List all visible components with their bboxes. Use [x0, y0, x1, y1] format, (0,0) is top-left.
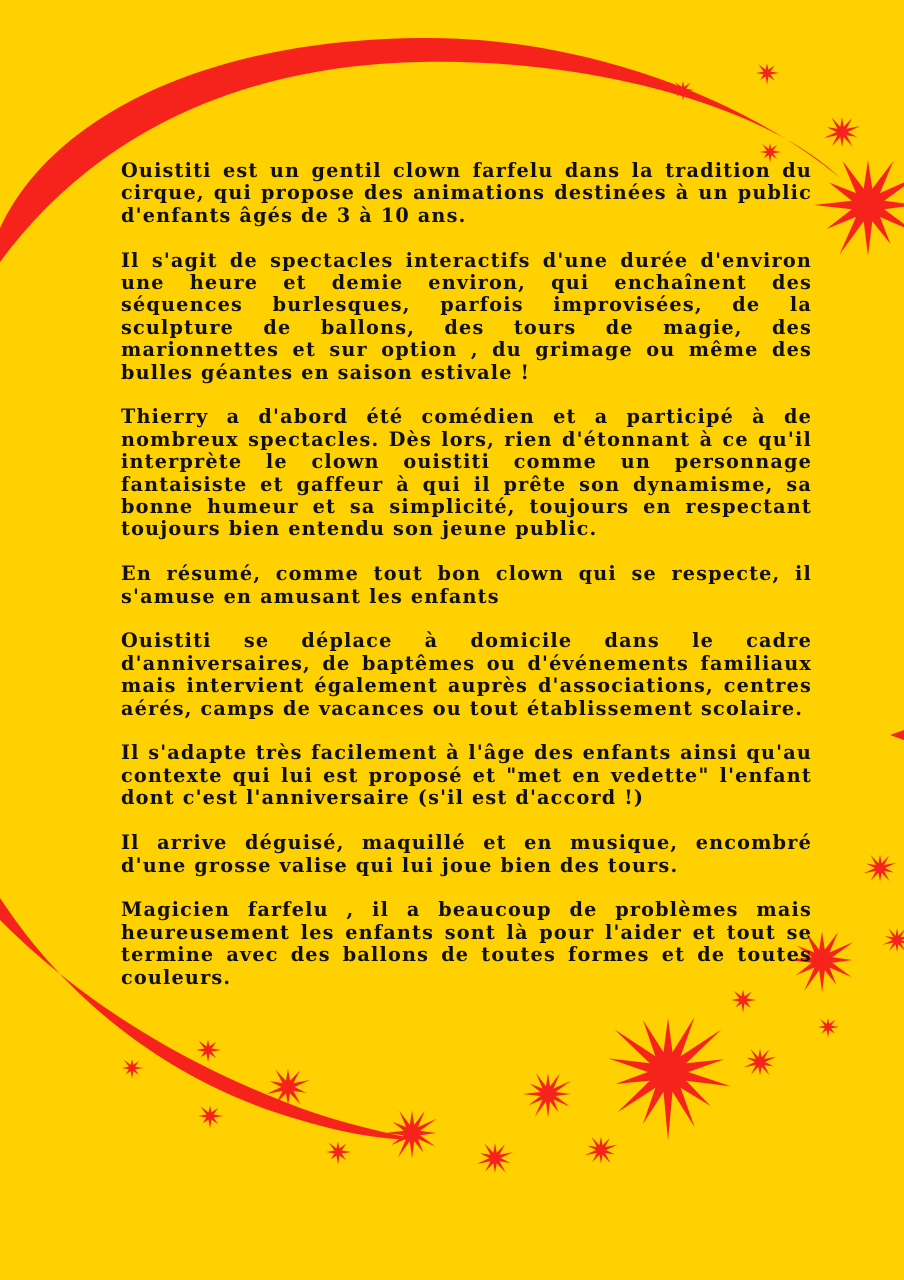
starburst-icon [814, 160, 904, 256]
starburst-icon [198, 1106, 223, 1129]
starburst-icon [864, 855, 897, 882]
paragraph-thierry: Thierry a d'abord été comédien et a participé à de nombreux spectacles. Dès lors, rien d'étonnant à ce qu'il interprète le clown ouistiti comme un personnage fantaisiste et gaffeur à qui il prête son dynamisme, sa bonne humeur et sa simplicité, toujours en respectant toujours bien entendu son jeune public. [121, 405, 812, 541]
paragraph-arrive: Il arrive déguisé, maquillé et en musique, encombré d'une grosse valise qui lui joue bien des tours. [121, 831, 812, 877]
starburst-icon [326, 1142, 351, 1165]
starburst-icon [744, 1049, 777, 1076]
starburst-icon [196, 1040, 221, 1063]
paragraph-spectacles: Il s'agit de spectacles interactifs d'une durée d'environ une heure et demie environ, qui enchaînent des séquences burlesques, parfois improvisées, de la sculpture de ballons, des tours de magie, des marionnettes et sur option , du grimage ou même des bulles géantes en saison estivale ! [121, 248, 812, 384]
paragraph-magicien: Magicien farfelu , il a beaucoup de problèmes mais heureusement les enfants sont là pour l'aider et tout se termine avec des ballons de toutes formes et de toutes couleurs. [121, 898, 812, 989]
paragraph-resume: En résumé, comme tout bon clown qui se respecte, il s'amuse en amusant les enfants [121, 562, 812, 608]
paragraph-adapte: Il s'adapte très facilement à l'âge des enfants ainsi qu'au contexte qui lui est proposé et "met en vedette" l'enfant dont c'est l'anniversaire (s'il est d'accord !) [121, 741, 812, 810]
document-body [121, 160, 812, 1011]
starburst-icon [585, 1137, 618, 1164]
starburst-icon [756, 63, 779, 84]
starburst-icon [824, 117, 860, 147]
paragraph-intro: Ouistiti est un gentil clown farfelu dans la tradition du cirque, qui propose des animations destinées à un public d'enfants âgés de 3 à 10 ans. [121, 159, 812, 227]
swirl-ribbon-edge [890, 730, 904, 740]
starburst-icon [818, 1018, 840, 1038]
paragraph-domicile: Ouistiti se déplace à domicile dans le cadre d'anniversaires, de baptêmes ou d'événements familiaux mais intervient également auprès d'associations, centres aérés, camps de vacances ou tout établissement scolaire. [121, 629, 812, 720]
starburst-icon [523, 1073, 571, 1118]
starburst-icon [883, 928, 904, 952]
starburst-icon [477, 1143, 513, 1173]
starburst-icon [608, 1017, 731, 1141]
starburst-icon [122, 1059, 144, 1079]
